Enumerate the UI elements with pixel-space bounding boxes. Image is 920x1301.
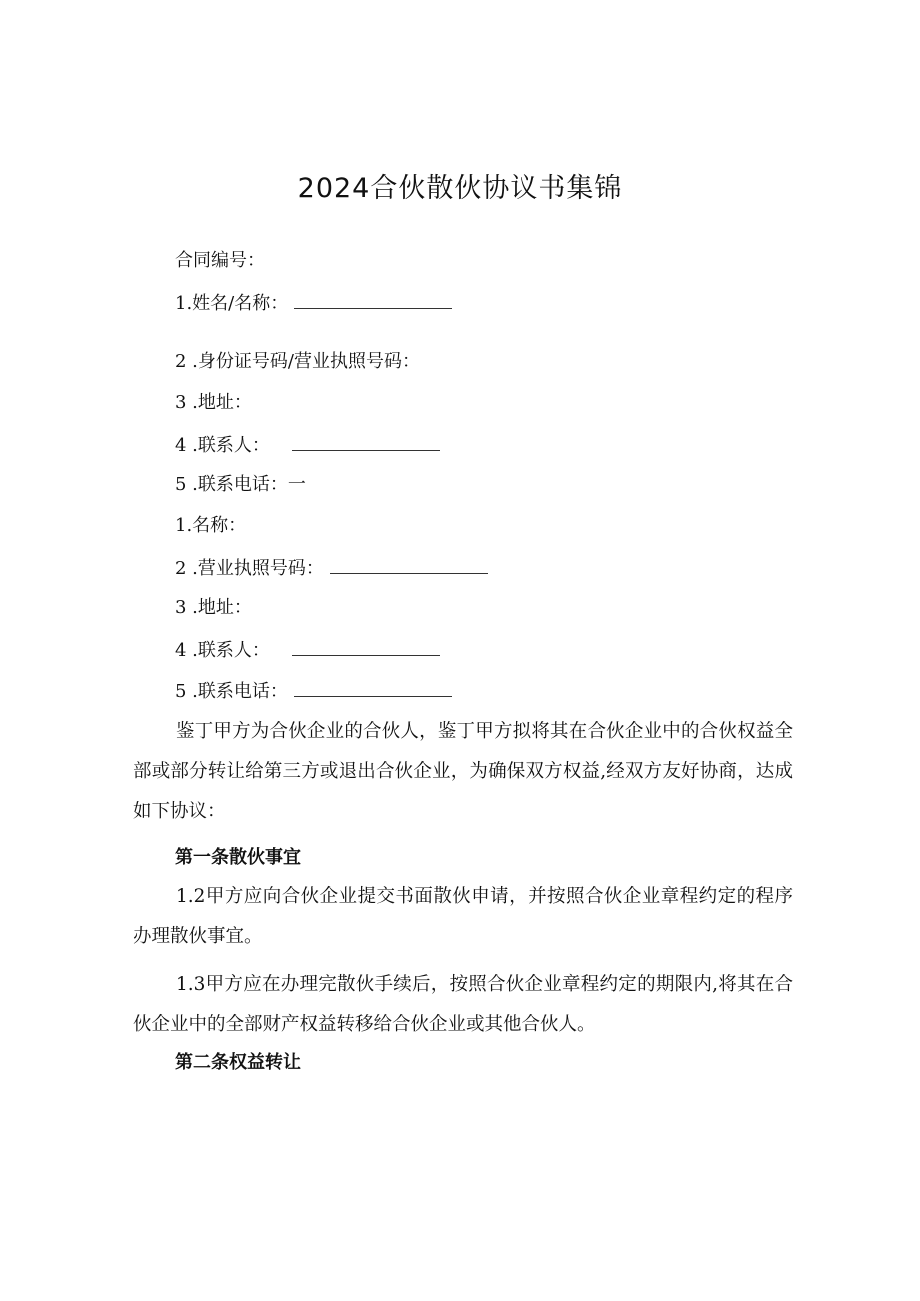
article-2-heading: 第二条权益转让 <box>175 1052 301 1073</box>
party-a-id: 2 .身份证号码/营业执照号码： <box>175 351 420 372</box>
party-b-phone-blank <box>294 678 452 697</box>
contract-number: 合同编号： <box>175 250 265 271</box>
party-b-address: 3 .地址： <box>175 597 252 618</box>
preamble-paragraph: 鉴丁甲方为合伙企业的合伙人，鉴丁甲方拟将其在合伙企业中的合伙权益全部或部分转让给第三方或退出合伙企业，为确保双方权益,经双方友好协商，达成如下协议： <box>133 721 793 822</box>
party-a-name: 1.姓名/名称： <box>175 290 452 316</box>
party-b-license: 2 .营业执照号码： <box>175 555 488 581</box>
party-b-contact-blank <box>292 637 440 656</box>
party-b-name: 1.名称： <box>175 515 247 536</box>
clause-1-3: 1.3甲方应在办理完散伙手续后，按照合伙企业章程约定的期限内,将其在合伙企业中的全部财产权益转移给合伙企业或其他合伙人。 <box>133 974 793 1035</box>
clause-1-2: 1.2甲方应向合伙企业提交书面散伙申请，并按照合伙企业章程约定的程序办理散伙事宜。 <box>133 886 793 947</box>
party-b-contact: 4 .联系人： <box>175 637 440 663</box>
party-b-license-blank <box>330 555 488 574</box>
article-1-heading: 第一条散伙事宜 <box>175 847 301 868</box>
party-a-phone: 5 .联系电话：一 <box>175 474 306 495</box>
document-title: 2024合伙散伙协议书集锦 <box>297 173 623 204</box>
party-a-name-blank <box>294 290 452 309</box>
party-a-contact-blank <box>292 432 440 451</box>
party-b-phone: 5 .联系电话： <box>175 678 452 704</box>
party-a-contact: 4 .联系人： <box>175 432 440 458</box>
party-a-address: 3 .地址： <box>175 392 252 413</box>
